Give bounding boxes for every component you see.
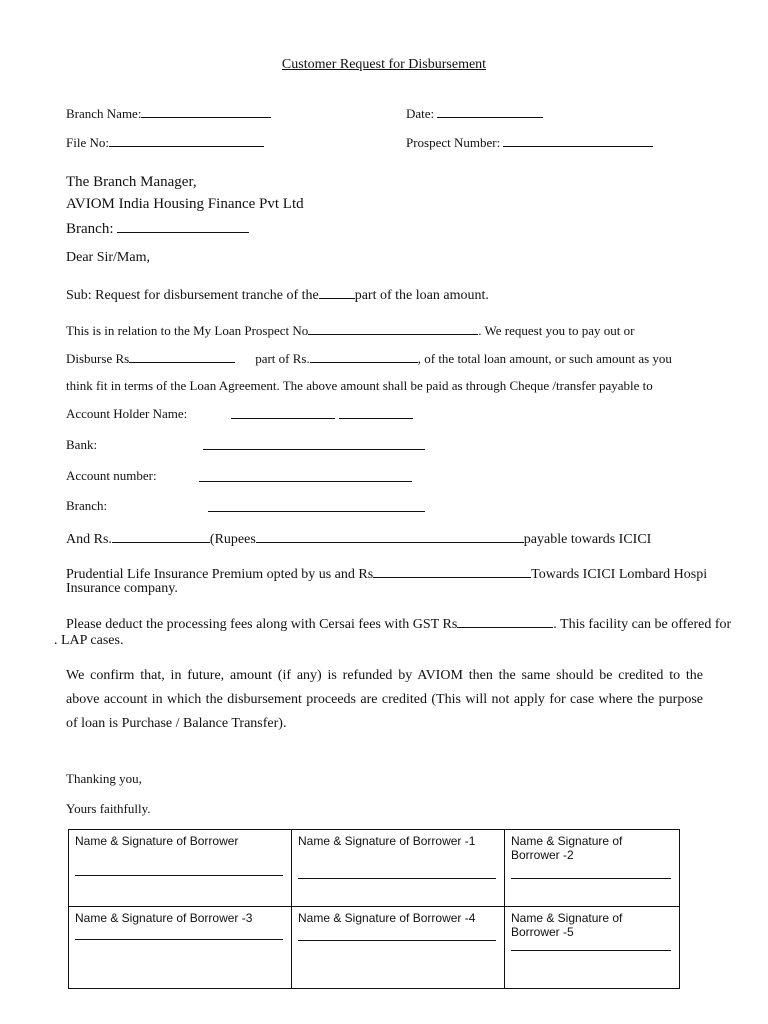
fees-l1a: Please deduct the processing fees along with Cersai fees with GST Rs	[66, 617, 458, 632]
account-number-blank[interactable]	[199, 481, 412, 482]
lombard-amount-blank[interactable]	[373, 565, 531, 578]
signature-label: Name & Signature of Borrower -5	[511, 911, 623, 939]
refund-line-2: above account in which the disbursement proceeds are credited (This will not apply for case where the purpose	[66, 692, 703, 707]
fees-line-2: . LAP cases.	[54, 633, 124, 648]
salutation: Dear Sir/Mam,	[66, 250, 150, 265]
insurance-a2: (Rupees	[209, 532, 256, 547]
signature-label: Name & Signature of Borrower -1	[298, 834, 476, 848]
bank-blank[interactable]	[203, 449, 425, 450]
insurance-amount-blank[interactable]	[112, 530, 210, 543]
signature-cell-borrower-1[interactable]	[292, 830, 505, 907]
branch-name-blank[interactable]	[141, 105, 271, 118]
signature-cell-borrower-5[interactable]	[505, 907, 680, 989]
account-holder-label: Account Holder Name:	[66, 406, 188, 421]
thanking-you: Thanking you,	[66, 771, 142, 786]
signature-line	[511, 950, 671, 951]
account-branch-blank[interactable]	[208, 511, 425, 512]
signature-cell-borrower[interactable]	[69, 830, 292, 907]
body-p2-a: Disburse Rs	[66, 351, 130, 366]
address-branch-field	[66, 220, 249, 238]
form-title: Customer Request for Disbursement	[281, 57, 487, 72]
refund-line-1: We confirm that, in future, amount (if any) is refunded by AVIOM then the same should be credited to the	[66, 668, 703, 683]
body-p1-before: This is in relation to the My Loan Prospect No	[66, 323, 309, 338]
body-p2-c: , of the total loan amount, or such amount as you	[417, 351, 672, 366]
address-branch-blank[interactable]	[117, 220, 249, 233]
date-field	[406, 105, 543, 122]
fees-amount-blank[interactable]	[457, 615, 553, 628]
body-line-2	[66, 350, 672, 367]
account-holder-blank[interactable]	[231, 418, 335, 419]
signature-label: Name & Signature of Borrower -4	[298, 911, 476, 925]
signature-label: Name & Signature of Borrower -2	[511, 834, 623, 862]
insurance-line-1	[66, 530, 651, 548]
signature-line	[298, 940, 496, 941]
file-no-field	[66, 134, 264, 151]
body-p1-after: . We request you to pay out or	[478, 323, 635, 338]
signature-line	[75, 939, 283, 940]
signature-label: Name & Signature of Borrower -3	[75, 911, 253, 925]
refund-line-3: of loan is Purchase / Balance Transfer).	[66, 716, 287, 731]
body-line-1	[66, 322, 634, 339]
disburse-amount-blank[interactable]	[129, 350, 235, 363]
address-branch-label: Branch:	[66, 221, 114, 237]
tranche-blank[interactable]	[319, 286, 355, 299]
insurance-line-3: Insurance company.	[66, 581, 178, 596]
prospect-number-label: Prospect Number:	[406, 135, 501, 150]
prospect-number-field	[406, 134, 653, 151]
fees-l1b: . This facility can be offered for	[553, 617, 732, 632]
signature-cell-borrower-3[interactable]	[69, 907, 292, 989]
signature-cell-borrower-2[interactable]	[505, 830, 680, 907]
signature-cell-borrower-4[interactable]	[292, 907, 505, 989]
file-no-blank[interactable]	[109, 134, 264, 147]
company-name: AVIOM India Housing Finance Pvt Ltd	[66, 196, 304, 212]
rupees-in-words-blank[interactable]	[256, 530, 524, 543]
date-blank[interactable]	[437, 105, 543, 118]
addressee-line: The Branch Manager,	[66, 174, 197, 190]
yours-faithfully: Yours faithfully.	[66, 801, 151, 816]
account-branch-label: Branch:	[66, 498, 108, 513]
insurance-a3: payable towards ICICI	[523, 532, 652, 547]
insurance-b2: Towards ICICI Lombard Hospi	[531, 567, 708, 582]
insurance-a1: And Rs.	[66, 532, 112, 547]
bank-label: Bank:	[66, 437, 98, 452]
branch-name-label: Branch Name:	[66, 106, 142, 121]
date-label: Date:	[406, 106, 435, 121]
account-holder-blank-2[interactable]	[339, 418, 413, 419]
subject-after: part of the loan amount.	[354, 288, 489, 303]
file-no-label: File No:	[66, 135, 109, 150]
body-p2-b: part of Rs.	[255, 351, 310, 366]
account-number-label: Account number:	[66, 468, 157, 483]
branch-name-field	[66, 105, 271, 122]
signature-line	[511, 878, 671, 879]
signature-line	[298, 878, 496, 879]
signature-label: Name & Signature of Borrower	[75, 834, 239, 848]
signature-line	[75, 875, 283, 876]
signature-table	[68, 829, 680, 989]
insurance-b1: Prudential Life Insurance Premium opted by us and Rs	[66, 567, 374, 582]
subject-before: Sub: Request for disbursement tranche of the	[66, 288, 319, 303]
fees-line-1	[66, 615, 731, 633]
prospect-no-blank[interactable]	[308, 322, 478, 335]
total-amount-blank[interactable]	[310, 350, 418, 363]
body-line-3: think fit in terms of the Loan Agreement. The above amount shall be paid as through Cheque /transfer payable to	[66, 378, 653, 393]
prospect-number-blank[interactable]	[503, 134, 653, 147]
subject-line	[66, 286, 489, 304]
